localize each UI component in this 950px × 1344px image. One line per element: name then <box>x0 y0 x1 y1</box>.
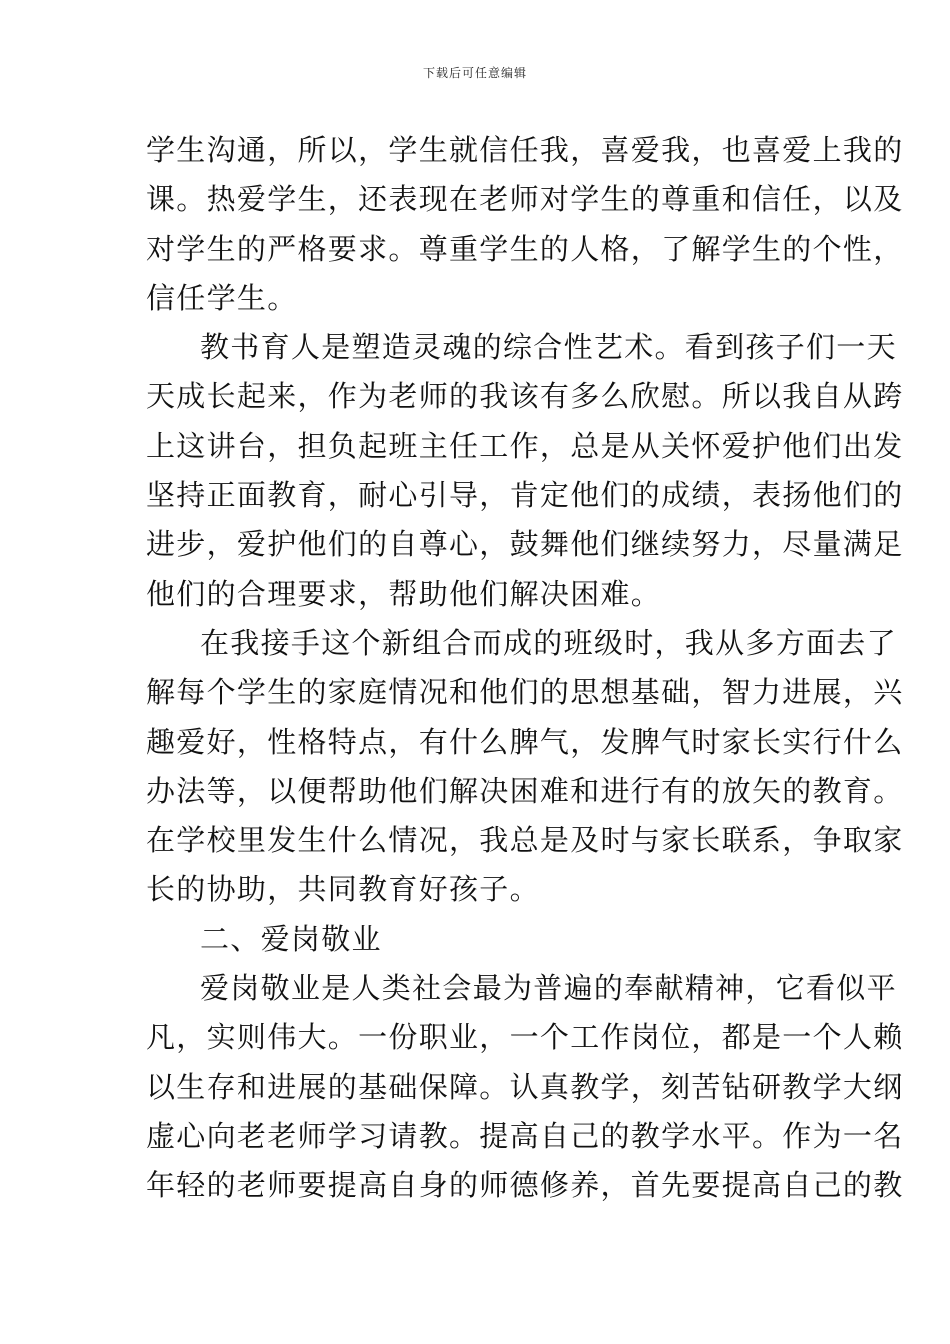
text-line: 学生沟通，所以，学生就信任我，喜爱我，也喜爱上我的 <box>146 133 904 167</box>
text-line: 解每个学生的家庭情况和他们的思想基础，智力进展，兴 <box>146 675 904 710</box>
text-line: 课。热爱学生，还表现在老师对学生的尊重和信任，以及 <box>146 182 904 217</box>
text-line: 二、爱岗敬业 <box>200 921 382 956</box>
text-line: 坚持正面教育，耐心引导，肯定他们的成绩，表扬他们的 <box>146 478 904 513</box>
text-line: 对学生的严格要求。尊重学生的人格，了解学生的个性， <box>146 231 904 266</box>
text-line: 在我接手这个新组合而成的班级时，我从多方面去了 <box>200 625 897 660</box>
text-line: 天成长起来，作为老师的我该有多么欣慰。所以我自从跨 <box>146 379 904 414</box>
text-line: 趣爱好，性格特点，有什么脾气，发脾气时家长实行什么 <box>146 724 904 759</box>
text-line: 爱岗敬业是人类社会最为普遍的奉献精神，它看似平 <box>200 971 897 1006</box>
text-line: 办法等，以便帮助他们解决困难和进行有的放矢的教育。 <box>146 773 904 808</box>
text-line: 他们的合理要求，帮助他们解决困难。 <box>146 576 662 611</box>
text-line: 以生存和进展的基础保障。认真教学，刻苦钻研教学大纲 <box>146 1069 904 1104</box>
text-line: 年轻的老师要提高自身的师德修养，首先要提高自己的教 <box>146 1168 904 1203</box>
text-line: 上这讲台，担负起班主任工作，总是从关怀爱护他们出发 <box>146 428 904 463</box>
document-body <box>146 126 904 1211</box>
text-line: 信任学生。 <box>146 280 298 315</box>
text-line: 虚心向老老师学习请教。提高自己的教学水平。作为一名 <box>146 1118 904 1153</box>
text-line: 进步，爱护他们的自尊心，鼓舞他们继续努力，尽量满足 <box>146 527 904 562</box>
text-line: 凡，实则伟大。一份职业，一个工作岗位，都是一个人赖 <box>146 1020 904 1055</box>
text-line: 教书育人是塑造灵魂的综合性艺术。看到孩子们一天 <box>200 330 897 365</box>
page-header: 下载后可任意编辑 <box>422 66 527 80</box>
text-line: 长的协助，共同教育好孩子。 <box>146 872 540 907</box>
text-line: 在学校里发生什么情况，我总是及时与家长联系，争取家 <box>146 823 904 858</box>
